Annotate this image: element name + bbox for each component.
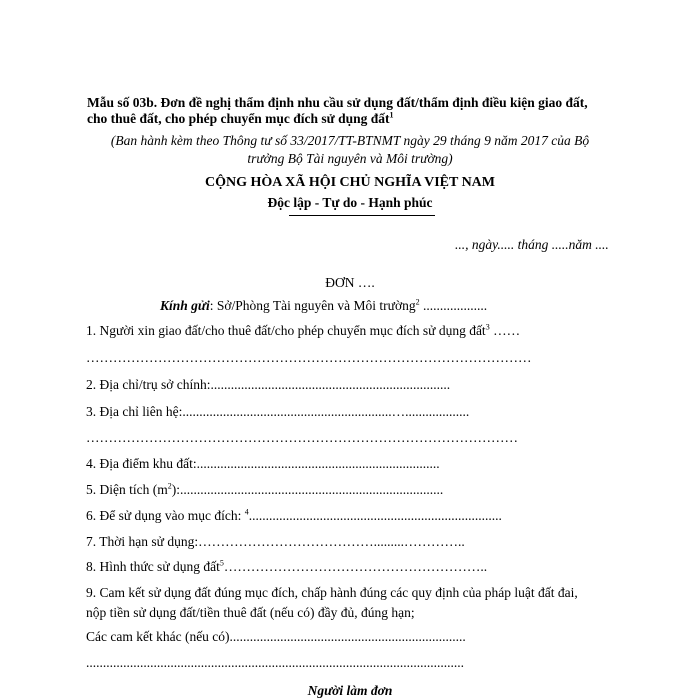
form-title-line2 [87, 110, 394, 128]
field-usage-form-label: 8. Hình thức sử dụng đất [86, 559, 220, 574]
footnote-ref-3: 3 [485, 322, 490, 332]
field-contact-address: 3. Địa chỉ liên hệ:..............................................................…................... [86, 404, 470, 419]
form-title-line2-text: cho thuê đất, cho phép chuyển mục đích sử dụng đất [87, 111, 390, 126]
footnote-ref-4: 4 [244, 507, 249, 517]
field-contact-address-line2: …………………………………………………………………………………… [86, 430, 518, 445]
field-usage-form [86, 558, 487, 576]
field-applicant-label: 1. Người xin giao đất/cho thuê đất/cho phép chuyển mục đích sử dụng đất [86, 323, 486, 338]
field-applicant-line2: ……………………………………………………………………………………… [86, 350, 532, 365]
field-usage-form-dots: ………………………………………………….. [223, 559, 488, 574]
field-area-dots: ):.............................................................................. [171, 482, 444, 497]
field-purpose [86, 507, 502, 525]
commitment-line1: 9. Cam kết sử dụng đất đúng mục đích, chấp hành đúng các quy định của pháp luật đất đai, [86, 585, 578, 600]
footnote-ref-2: 2 [415, 297, 420, 307]
field-duration: 7. Thời hạn sử dụng:………………………………….........………….. [86, 534, 465, 549]
field-land-location: 4. Địa điểm khu đất:........................................................................ [86, 456, 440, 471]
area-unit-superscript: 2 [167, 481, 172, 491]
field-purpose-dots: ........................................................................... [248, 508, 502, 523]
recipient-text: : Sở/Phòng Tài nguyên và Môi trường [209, 298, 416, 313]
field-applicant-dots: …… [489, 323, 521, 338]
motto: Độc lập - Tự do - Hạnh phúc [267, 195, 433, 210]
issued-note-line2: trưởng Bộ Tài nguyên và Môi trường) [247, 151, 453, 166]
date-line: ..., ngày..... tháng .....năm .... [455, 237, 609, 252]
recipient-dots: ................... [419, 298, 488, 313]
motto-underline [289, 215, 435, 216]
other-commitments-line2: ................................................................................................................ [86, 655, 464, 670]
form-title-line1: Mẫu số 03b. Đơn đề nghị thẩm định nhu cầu sử dụng đất/thẩm định điều kiện giao đất, [87, 95, 588, 110]
field-applicant [86, 322, 520, 340]
commitment-line2: nộp tiền sử dụng đất/tiền thuê đất (nếu có) đầy đủ, đúng hạn; [86, 605, 415, 620]
field-area [86, 481, 443, 499]
field-head-office: 2. Địa chỉ/trụ sở chính:....................................................................... [86, 377, 451, 392]
recipient-label: Kính gửi [160, 298, 210, 313]
field-area-label: 5. Diện tích (m [86, 482, 168, 497]
doc-title: ĐƠN …. [325, 275, 375, 290]
nation-header: CỘNG HÒA XÃ HỘI CHỦ NGHĨA VIỆT NAM [204, 175, 495, 190]
issued-note-line1: (Ban hành kèm theo Thông tư số 33/2017/TT-BTNMT ngày 29 tháng 9 năm 2017 của Bộ [110, 133, 590, 148]
field-purpose-label: 6. Để sử dụng vào mục đích: [86, 508, 245, 523]
footnote-ref-5: 5 [219, 558, 224, 568]
other-commitments: Các cam kết khác (nếu có)...................................................................... [86, 629, 466, 644]
recipient-line [160, 297, 487, 315]
footnote-ref-1: 1 [389, 110, 394, 120]
signer-title: Người làm đơn [307, 683, 393, 698]
